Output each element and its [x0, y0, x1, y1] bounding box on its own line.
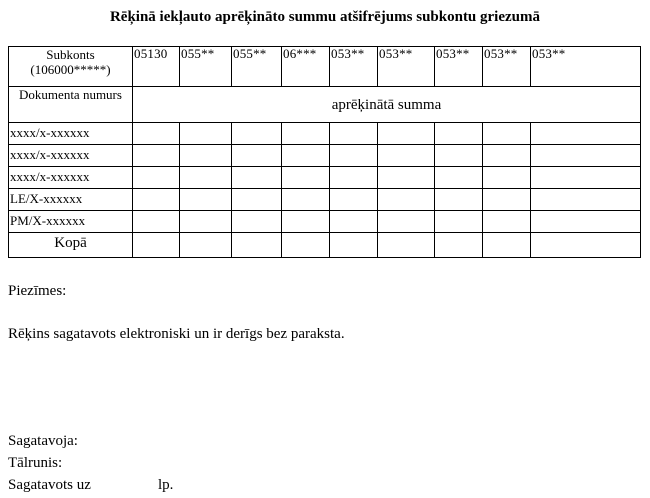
table-row: [9, 211, 641, 233]
code-cell: 055**: [180, 47, 232, 87]
amount-header: aprēķinātā summa: [133, 87, 641, 123]
total-row: [9, 233, 641, 258]
row-label: xxxx/x-xxxxxx: [9, 145, 133, 167]
phone-label: Tālrunis:: [8, 455, 63, 471]
doc-number-header: Dokumenta numurs: [9, 87, 133, 123]
table-row: [9, 189, 641, 211]
prepared-on-label: Sagatavots uz: [8, 477, 91, 493]
row-label: xxxx/x-xxxxxx: [9, 167, 133, 189]
table-row: [9, 145, 641, 167]
code-cell: 053**: [531, 47, 641, 87]
row-label: xxxx/x-xxxxxx: [9, 123, 133, 145]
pages-label: lp.: [158, 477, 174, 493]
total-row-label: Kopā: [9, 233, 133, 258]
code-cell: 06***: [282, 47, 330, 87]
code-cell: 053**: [330, 47, 378, 87]
table-row: [9, 123, 641, 145]
notes-label: Piezīmes:: [8, 283, 67, 299]
validity-note: Rēķins sagatavots elektroniski un ir derīgs bez paraksta.: [8, 326, 345, 342]
header-row-codes: [9, 47, 641, 87]
prepared-by-label: Sagatavoja:: [8, 433, 78, 449]
code-cell: 055**: [232, 47, 282, 87]
code-cell: 053**: [378, 47, 435, 87]
subaccount-table: [8, 46, 641, 258]
subkonts-header: Subkonts (106000*****): [9, 47, 133, 87]
document-title: Rēķinā iekļauto aprēķināto summu atšifrējums subkontu griezumā: [109, 9, 541, 25]
code-cell: 053**: [435, 47, 483, 87]
table-row: [9, 167, 641, 189]
code-cell: 05130: [133, 47, 180, 87]
row-label: LE/X-xxxxxx: [9, 189, 133, 211]
code-cell: 053**: [483, 47, 531, 87]
header-row-labels: [9, 87, 641, 123]
row-label: PM/X-xxxxxx: [9, 211, 133, 233]
